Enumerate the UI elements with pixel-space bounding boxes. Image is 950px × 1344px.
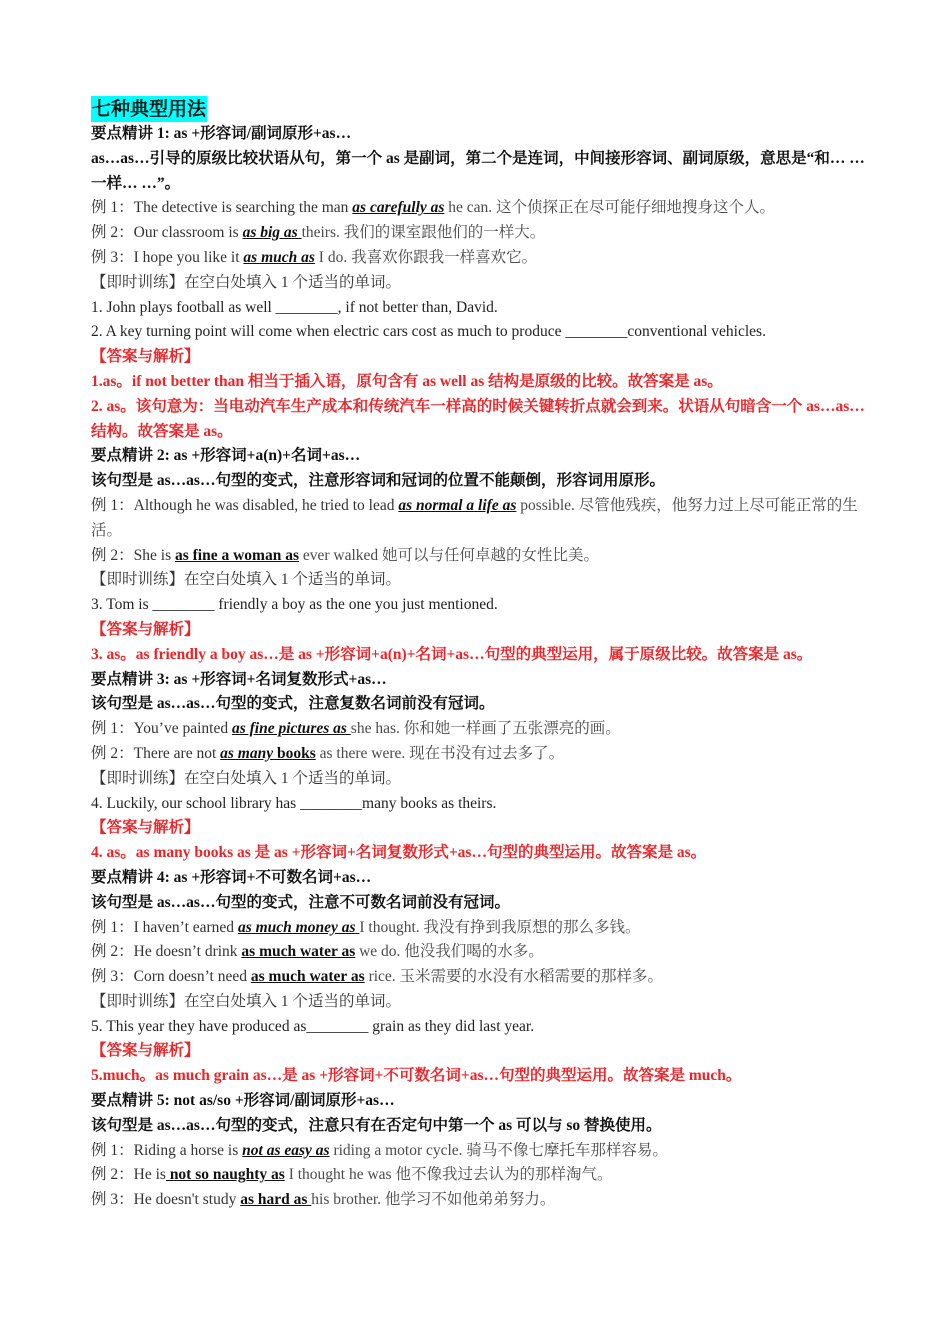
section-4-example-3: 例 3：Corn doesn’t need as much water as rice. 玉米需要的水没有水稻需要的那样多。 [91, 968, 664, 986]
section-4-training-label: 【即时训练】在空白处填入 1 个适当的单词。 [91, 992, 402, 1010]
page-title: 七种典型用法 [92, 98, 207, 120]
question-5: 5. This year they have produced as________ grain as they did last year. [91, 1017, 535, 1035]
section-4-example-2: 例 2：He doesn’t drink as much water as we do. 他没我们喝的水多。 [91, 943, 544, 961]
section-5-example-1: 例 1：Riding a horse is not as easy as riding a motor cycle. 骑马不像七摩托车那样容易。 [91, 1141, 668, 1159]
section-4-example-1: 例 1：I haven’t earned as much money as I thought. 我没有挣到我原想的那么多钱。 [91, 918, 641, 936]
section-5-example-2: 例 2：He is not so naughty as I thought he was 他不像我过去认为的那样淘气。 [91, 1166, 613, 1184]
question-3: 3. Tom is ________ friendly a boy as the one you just mentioned. [91, 596, 498, 614]
section-2-description: 该句型是 as…as…句型的变式，注意形容词和冠词的位置不能颠倒，形容词用原形。 [91, 472, 665, 490]
question-2: 2. A key turning point will come when electric cars cost as much to produce ________conventional vehicles. [91, 323, 766, 341]
section-3-example-2: 例 2：There are not as many books as there were. 现在书没有过去多了。 [91, 744, 565, 762]
section-2-example-2: 例 2：She is as fine a woman as ever walked 她可以与任何卓越的女性比美。 [91, 546, 600, 564]
answer-2: 2. as。该句意为：当电动汽车生产成本和传统汽车一样高的时候关键转折点就会到来。状语从句暗含一个 as…as…结构。故答案是 as。 [91, 397, 865, 440]
answer-1: 1.as。if not better than 相当于插入语，原句含有 as well as 结构是原级的比较。故答案是 as。 [91, 372, 723, 390]
section-4-description: 该句型是 as…as…句型的变式，注意不可数名词前没有冠词。 [91, 893, 510, 911]
answer-5: 5.much。as much grain as…是 as +形容词+不可数名词+as…句型的典型运用。故答案是 much。 [91, 1067, 742, 1085]
section-2-example-1: 例 1：Although he was disabled, he tried to lead as normal a life as possible. 尽管他残疾，他努力过上尽可能正常的生活。 [91, 496, 858, 539]
section-5-heading: 要点精讲 5: not as/so +形容词/副词原形+as… [91, 1092, 395, 1110]
section-1-training-label: 【即时训练】在空白处填入 1 个适当的单词。 [91, 273, 402, 291]
answer-4: 4. as。as many books as 是 as +形容词+名词复数形式+as…句型的典型运用。故答案是 as。 [91, 844, 707, 862]
section-1-heading: 要点精讲 1: as +形容词/副词原形+as… [91, 125, 352, 142]
section-4-answer-heading: 【答案与解析】 [91, 1042, 200, 1060]
section-5-example-3: 例 3：He doesn't study as hard as his brother. 他学习不如他弟弟努力。 [91, 1191, 556, 1209]
section-3-answer-heading: 【答案与解析】 [91, 819, 200, 837]
section-1-example-2: 例 2：Our classroom is as big as theirs. 我们的课室跟他们的一样大。 [91, 224, 546, 242]
section-2-answer-heading: 【答案与解析】 [91, 620, 200, 638]
section-3-heading: 要点精讲 3: as +形容词+名词复数形式+as… [91, 670, 387, 688]
section-2-heading: 要点精讲 2: as +形容词+a(n)+名词+as… [91, 447, 361, 465]
document-page [91, 96, 866, 1213]
answer-3: 3. as。as friendly a boy as…是 as +形容词+a(n)+名词+as…句型的典型运用，属于原级比较。故答案是 as。 [91, 645, 813, 663]
section-1-example-1: 例 1：The detective is searching the man as carefully as he can. 这个侦探正在尽可能仔细地搜身这个人。 [91, 199, 776, 217]
section-1-answer-heading: 【答案与解析】 [91, 348, 200, 366]
section-3-training-label: 【即时训练】在空白处填入 1 个适当的单词。 [91, 769, 402, 787]
section-1-description: as…as…引导的原级比较状语从句，第一个 as 是副词，第二个是连词，中间接形容词、副词原级，意思是“和… …一样… …”。 [91, 149, 865, 192]
section-2-training-label: 【即时训练】在空白处填入 1 个适当的单词。 [91, 571, 402, 589]
section-3-example-1: 例 1：You’ve painted as fine pictures as she has. 你和她一样画了五张漂亮的画。 [91, 720, 621, 738]
section-3-description: 该句型是 as…as…句型的变式，注意复数名词前没有冠词。 [91, 695, 495, 713]
question-1: 1. John plays football as well ________, if not better than, David. [91, 298, 498, 316]
section-4-heading: 要点精讲 4: as +形容词+不可数名词+as… [91, 868, 372, 886]
question-4: 4. Luckily, our school library has ________many books as theirs. [91, 794, 497, 812]
section-1-example-3: 例 3：I hope you like it as much as I do. 我喜欢你跟我一样喜欢它。 [91, 248, 538, 266]
section-5-description: 该句型是 as…as…句型的变式，注意只有在否定句中第一个 as 可以与 so 替换使用。 [91, 1116, 662, 1134]
